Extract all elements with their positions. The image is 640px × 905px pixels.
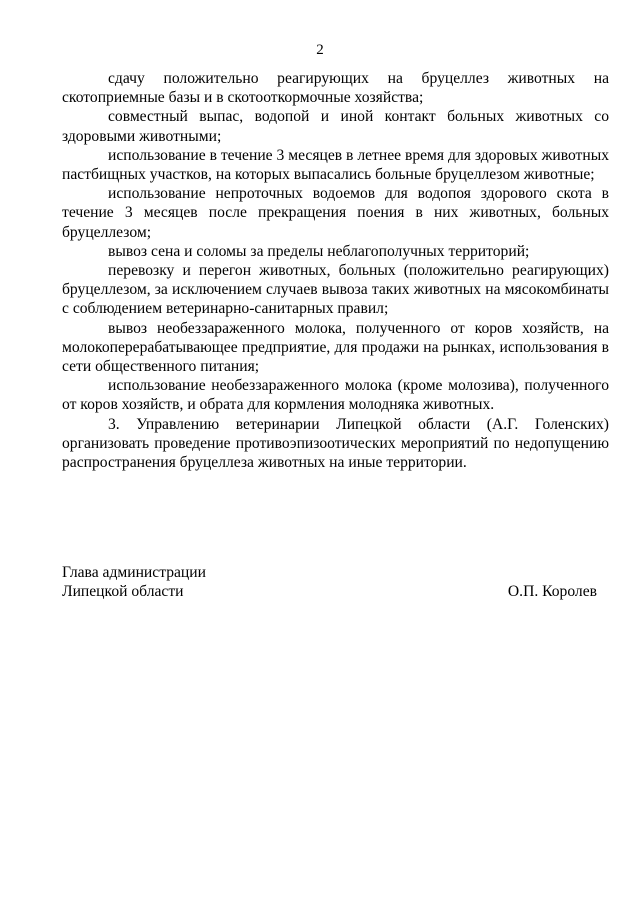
paragraph: 3. Управлению ветеринарии Липецкой области (А.Г. Голенских) организовать проведение противоэпизоотических мероприятий по недопущению распространения бруцеллеза животных на иные территории. [62,415,609,472]
paragraph: использование в течение 3 месяцев в летнее время для здоровых животных пастбищных участков, на которых выпасались больные бруцеллезом животные; [62,146,609,184]
signature-block [62,563,597,601]
paragraph: использование непроточных водоемов для водопоя здорового скота в течение 3 месяцев после прекращения поения в них животных, больных бруцеллезом; [62,185,609,241]
paragraph: вывоз сена и соломы за пределы неблагополучных территорий; [108,242,530,260]
paragraph: перевозку и перегон животных, больных (положительно реагирующих) бруцеллезом, за исключением случаев вывоза таких животных на мясокомбинаты с соблюдением ветеринарно-санитарных правил; [62,262,609,318]
signatory-title-line2: Липецкой области [62,583,184,601]
paragraph: совместный выпас, водопой и иной контакт больных животных со здоровыми животными; [62,108,609,145]
paragraph: вывоз необеззараженного молока, полученного от коров хозяйств, на молокоперерабатывающее предприятие, для продажи на рынках, использования в сети общественного питания; [62,319,609,376]
document-body [62,69,609,472]
page-number: 2 [316,42,324,58]
paragraph: сдачу положительно реагирующих на бруцеллез животных на скотоприемные базы и в скотооткормочные хозяйства; [62,70,609,107]
signatory-name: О.П. Королев [507,583,597,601]
signatory-title-line1: Глава администрации [62,564,206,581]
paragraph: использование необеззараженного молока (кроме молозива), полученного от коров хозяйств, и обрата для кормления молодняка животных. [62,377,609,414]
